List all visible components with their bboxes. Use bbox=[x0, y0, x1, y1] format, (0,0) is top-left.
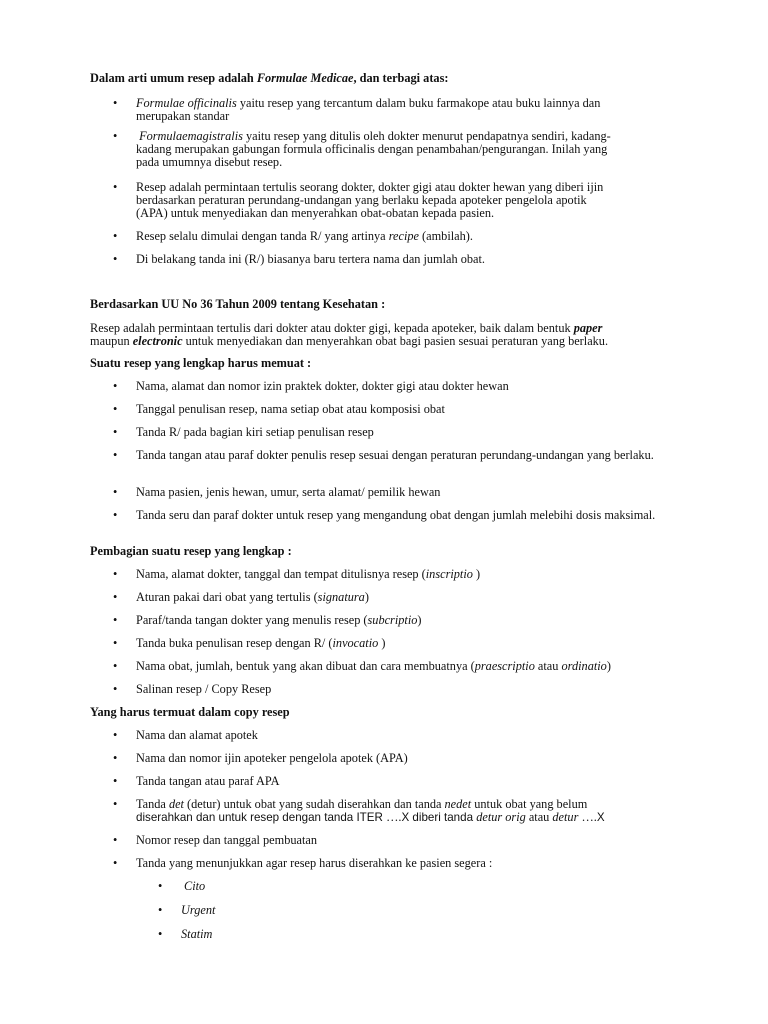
sub-list-item-text: Urgent bbox=[181, 903, 216, 917]
list-item-text: Resep adalah permintaan tertulis seorang dokter, dokter gigi atau dokter hewan yang diberi ijin berdasarkan peraturan perundang-undangan yang berlaku kepada apoteker pengelola apotik (APA) untuk menyediakan dan menyerahkan obat-obatan kepada pasien. bbox=[136, 180, 604, 220]
section-heading-resep-umum: Dalam arti umum resep adalah Formulae Medicae, dan terbagi atas: bbox=[90, 71, 449, 85]
list-item-text: Tanda tangan atau paraf APA bbox=[136, 774, 280, 788]
list-item-text: Nama obat, jumlah, bentuk yang akan dibuat dan cara membuatnya (praescriptio atau ordinatio) bbox=[136, 659, 611, 673]
list-item-text: Resep selalu dimulai dengan tanda R/ yang artinya recipe (ambilah). bbox=[136, 229, 473, 243]
sub-list-item-text: Cito bbox=[184, 879, 206, 893]
list-item-text: Tanda R/ pada bagian kiri setiap penulisan resep bbox=[136, 425, 374, 439]
list-item-text: Nomor resep dan tanggal pembuatan bbox=[136, 833, 317, 847]
list-item-text: Nama dan nomor ijin apoteker pengelola apotek (APA) bbox=[136, 751, 408, 765]
list-item-text: Formulaemagistralis yaitu resep yang ditulis oleh dokter menurut pendapatnya sendiri, kadang- kadang merupakan gabungan formula officinalis dengan penambahan/pengurangan. Inilah yang pada umumnya disebut resep. bbox=[136, 129, 611, 169]
section-heading-resep-lengkap: Suatu resep yang lengkap harus memuat : bbox=[90, 356, 312, 370]
definition-paragraph: Resep adalah permintaan tertulis dari dokter atau dokter gigi, kepada apoteker, baik dalam bentuk paper maupun electronic untuk menyediakan dan menyerahkan obat bagi pasien sesuai peraturan yang berlaku. bbox=[90, 321, 609, 348]
document-page: Dalam arti umum resep adalah Formulae Medicae, dan terbagi atas: • Formulae officinalis yaitu resep yang tercantum dalam buku farmakope atau buku lainnya dan merupakan standar • Formulaemagistralis yaitu resep yang ditulis oleh dokter menurut pendapatnya sendiri, kadang- kadang merupakan gabungan formula officinalis dengan penambahan/pengurangan. Inilah yang pada umumnya disebut resep. • Resep adalah permintaan tertulis seorang dokter, dokter gigi atau dokter hewan yang diberi ijin berdasarkan peraturan perundang-undangan yang berlaku kepada apoteker pengelola apotik (APA) untuk menyediakan dan menyerahkan obat-obatan kepada pasien. • Resep selalu dimulai dengan tanda R/ yang artinya recipe (ambilah). • Di belakang tanda ini (R/) biasanya baru tertera nama dan jumlah obat. Berdasarkan UU No 36 Tahun 2009 tentang Kesehatan : Resep adalah permintaan tertulis dari dokter atau dokter gigi, kepada apoteker, baik dalam bentuk paper maupun electronic untuk menyediakan dan menyerahkan obat bagi pasien sesuai peraturan yang berlaku. Suatu resep yang lengkap harus memuat : • Nama, alamat dan nomor izin praktek dokter, dokter gigi atau dokter hewan • Tanggal penulisan resep, nama setiap obat atau komposisi obat • Tanda R/ pada bagian kiri setiap penulisan resep • Tanda tangan atau paraf dokter penulis resep sesuai dengan peraturan perundang-undangan yang berlaku. • Nama pasien, jenis hewan, umur, serta alamat/ pemilik hewan • Tanda seru dan paraf dokter untuk resep yang mengandung obat dengan jumlah melebihi dosis maksimal. Pembagian suatu resep yang lengkap : • Nama, alamat dokter, tanggal dan tempat ditulisnya resep (inscriptio ) • Aturan pakai dari obat yang tertulis (signatura) • Paraf/tanda tangan dokter yang menulis resep (subcriptio) • Tanda buka penulisan resep dengan R/ (invocatio ) • Nama obat, jumlah, bentuk yang akan dibuat dan cara membuatnya (praescriptio atau ordinatio) • Salinan resep / Copy Resep Yang harus termuat dalam copy resep • Nama dan alamat apotek • Nama dan nomor ijin apoteker pengelola apotek (APA) • Tanda tangan atau paraf APA • Tanda det (detur) untuk obat yang sudah diserahkan dan tanda nedet untuk obat yang belum diserahkan dan untuk resep dengan tanda ITER ….X diberi tanda detur orig atau detur ….X • Nomor resep dan tanggal pembuatan • Tanda yang menunjukkan agar resep harus diserahkan ke pasien segera : • Cito • Urgent • Statim bbox=[0, 0, 768, 1024]
list-item-text: Paraf/tanda tangan dokter yang menulis resep (subcriptio) bbox=[136, 613, 422, 627]
section-heading-uu-36: Berdasarkan UU No 36 Tahun 2009 tentang Kesehatan : bbox=[90, 297, 386, 311]
list-item-text: Tanda tangan atau paraf dokter penulis resep sesuai dengan peraturan perundang-undangan yang berlaku. bbox=[136, 448, 654, 462]
list-item-text: Formulae officinalis yaitu resep yang tercantum dalam buku farmakope atau buku lainnya dan merupakan standar bbox=[136, 96, 601, 123]
list-item-text: Tanda seru dan paraf dokter untuk resep yang mengandung obat dengan jumlah melebihi dosis maksimal. bbox=[136, 508, 656, 522]
list-item-text: Salinan resep / Copy Resep bbox=[136, 682, 272, 696]
list-item-text: Nama, alamat dokter, tanggal dan tempat ditulisnya resep (inscriptio ) bbox=[136, 567, 481, 581]
list-item-text: Nama dan alamat apotek bbox=[136, 728, 258, 742]
list-item-text: Aturan pakai dari obat yang tertulis (signatura) bbox=[136, 590, 369, 604]
list-item-text: Nama pasien, jenis hewan, umur, serta alamat/ pemilik hewan bbox=[136, 485, 441, 499]
section-heading-pembagian: Pembagian suatu resep yang lengkap : bbox=[90, 544, 292, 558]
list-item-text: Tanda det (detur) untuk obat yang sudah diserahkan dan tanda nedet untuk obat yang belum diserahkan dan untuk resep dengan tanda ITER ….X diberi tanda detur orig atau detur ….X bbox=[136, 797, 605, 824]
list-item-text: Tanda yang menunjukkan agar resep harus diserahkan ke pasien segera : bbox=[136, 856, 493, 870]
list-item-text: Di belakang tanda ini (R/) biasanya baru tertera nama dan jumlah obat. bbox=[136, 252, 485, 266]
list-item-text: Tanggal penulisan resep, nama setiap obat atau komposisi obat bbox=[136, 402, 445, 416]
list-item-text: Nama, alamat dan nomor izin praktek dokter, dokter gigi atau dokter hewan bbox=[136, 379, 509, 393]
sub-list-item-text: Statim bbox=[181, 927, 213, 941]
section-heading-copy-resep: Yang harus termuat dalam copy resep bbox=[90, 705, 290, 719]
list-item-text: Tanda buka penulisan resep dengan R/ (invocatio ) bbox=[136, 636, 386, 650]
